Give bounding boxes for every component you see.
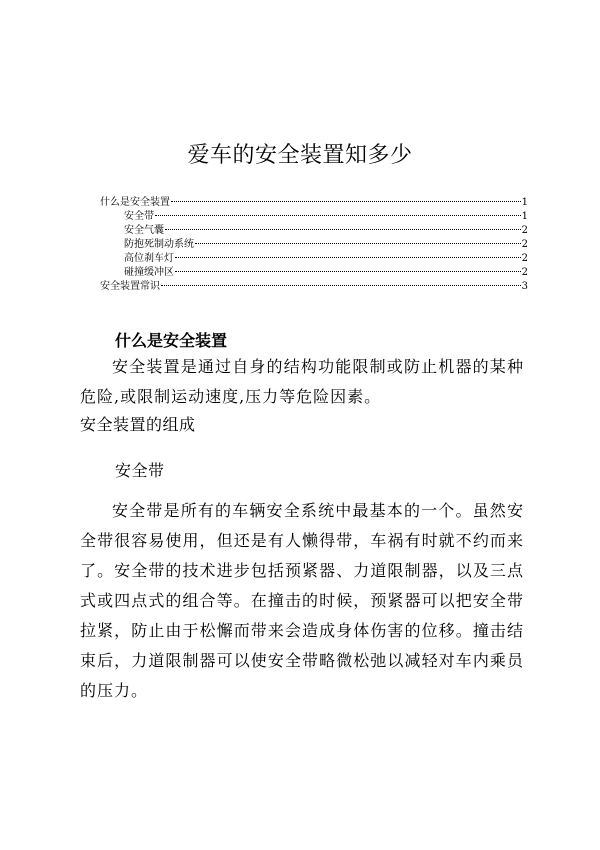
toc-entry-what-is-safety-device[interactable]: [100, 196, 528, 210]
toc-entry-crumple-zone[interactable]: [100, 266, 528, 280]
toc-label: 什么是安全装置: [100, 197, 170, 208]
toc-leader-dots: [175, 257, 521, 258]
toc-label: 防抱死制动系统: [124, 239, 194, 250]
toc-entry-brake-light[interactable]: [100, 252, 528, 266]
toc-leader-dots: [195, 243, 521, 244]
toc-leader-dots: [175, 271, 521, 272]
toc-label: 安全装置常识: [100, 281, 160, 292]
toc-label: 碰撞缓冲区: [124, 267, 174, 278]
toc-page-number: 2: [521, 225, 528, 236]
table-of-contents: [100, 196, 528, 294]
seatbelt-heading: 安全带: [115, 461, 165, 480]
document-title: 爱车的安全装置知多少: [187, 143, 413, 168]
section-subheading: 安全装置的组成: [80, 415, 196, 434]
toc-label: 高位刹车灯: [124, 253, 174, 264]
toc-label: 安全气囊: [124, 225, 164, 236]
toc-page-number: 2: [521, 253, 528, 264]
toc-leader-dots: [161, 285, 521, 286]
toc-entry-seatbelt[interactable]: [100, 210, 528, 224]
toc-page-number: 2: [521, 267, 528, 278]
toc-page-number: 1: [521, 197, 528, 208]
toc-entry-safety-knowledge[interactable]: [100, 280, 528, 294]
toc-leader-dots: [155, 215, 521, 216]
section-heading: 什么是安全装置: [115, 331, 228, 350]
toc-page-number: 3: [521, 281, 528, 292]
toc-entry-airbag[interactable]: [100, 224, 528, 238]
toc-entry-abs[interactable]: [100, 238, 528, 252]
toc-leader-dots: [165, 229, 521, 230]
seatbelt-paragraph: 安全带是所有的车辆安全系统中最基本的一个。虽然安全带很容易使用，但还是有人懒得带，车祸有时就不约而来了。安全带的技术进步包括预紧器、力道限制器，以及三点式或四点式的组合等。在撞击的时候，预紧器可以把安全带拉紧，防止由于松懈而带来会造成身体伤害的位移。撞击结束后，力道限制器可以使安全带略微松弛以减轻对车内乘员的压力。: [80, 501, 524, 700]
toc-page-number: 2: [521, 239, 528, 250]
toc-page-number: 1: [521, 211, 528, 222]
toc-leader-dots: [171, 201, 521, 202]
section-paragraph: 安全装置是通过自身的结构功能限制或防止机器的某种危险,或限制运动速度,压力等危险因素。: [80, 357, 524, 406]
toc-label: 安全带: [124, 211, 154, 222]
